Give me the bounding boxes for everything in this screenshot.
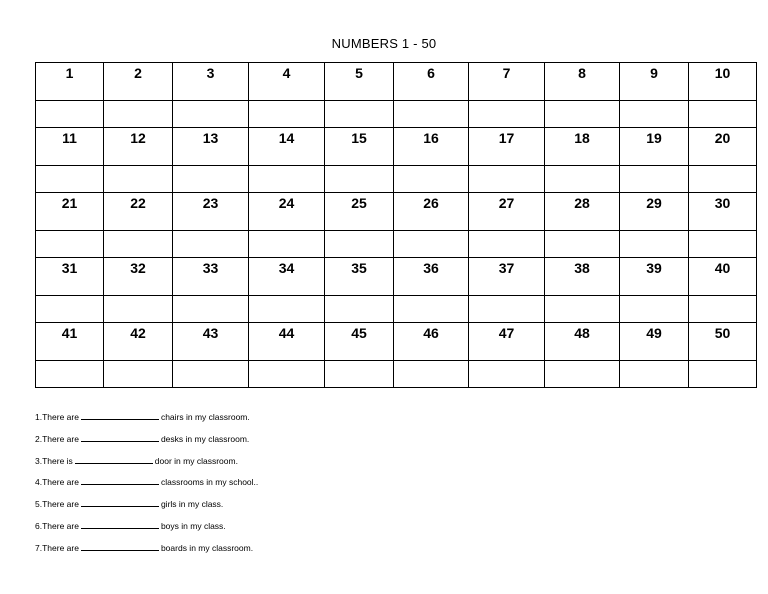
answer-cell[interactable] (104, 166, 173, 193)
number-cell: 25 (325, 193, 394, 231)
answer-row (36, 361, 757, 388)
sentence-end: boards in my classroom. (160, 542, 254, 553)
fill-in-blank[interactable] (75, 454, 153, 464)
sentence-list (35, 410, 258, 563)
number-cell: 47 (469, 323, 545, 361)
answer-cell[interactable] (545, 361, 620, 388)
number-cell: 16 (394, 128, 469, 166)
number-cell: 35 (325, 258, 394, 296)
fill-in-blank[interactable] (81, 519, 159, 529)
number-cell: 17 (469, 128, 545, 166)
answer-cell[interactable] (394, 361, 469, 388)
number-cell: 33 (173, 258, 249, 296)
answer-cell[interactable] (545, 231, 620, 258)
answer-cell[interactable] (545, 101, 620, 128)
answer-cell[interactable] (325, 166, 394, 193)
number-cell: 2 (104, 63, 173, 101)
number-cell: 50 (689, 323, 757, 361)
answer-cell[interactable] (394, 166, 469, 193)
answer-cell[interactable] (325, 296, 394, 323)
sentence-item (35, 497, 258, 519)
sentence-start: 6.There are (35, 520, 79, 531)
number-cell: 12 (104, 128, 173, 166)
fill-in-blank[interactable] (81, 541, 159, 551)
answer-cell[interactable] (249, 296, 325, 323)
sentence-end: desks in my classroom. (160, 433, 250, 444)
answer-cell[interactable] (249, 166, 325, 193)
sentence-item (35, 454, 258, 476)
number-cell: 7 (469, 63, 545, 101)
number-cell: 49 (620, 323, 689, 361)
sentence-item (35, 541, 258, 563)
answer-cell[interactable] (173, 231, 249, 258)
number-cell: 45 (325, 323, 394, 361)
answer-cell[interactable] (394, 231, 469, 258)
answer-cell[interactable] (394, 296, 469, 323)
sentence-item (35, 410, 258, 432)
answer-cell[interactable] (689, 231, 757, 258)
answer-cell[interactable] (104, 101, 173, 128)
number-cell: 26 (394, 193, 469, 231)
answer-cell[interactable] (689, 361, 757, 388)
number-cell: 37 (469, 258, 545, 296)
sentence-item (35, 475, 258, 497)
sentence-item (35, 432, 258, 454)
answer-cell[interactable] (545, 296, 620, 323)
number-cell: 43 (173, 323, 249, 361)
answer-cell[interactable] (689, 296, 757, 323)
answer-cell[interactable] (325, 231, 394, 258)
number-cell: 1 (36, 63, 104, 101)
number-cell: 9 (620, 63, 689, 101)
number-cell: 13 (173, 128, 249, 166)
answer-cell[interactable] (689, 101, 757, 128)
answer-cell[interactable] (249, 361, 325, 388)
number-cell: 14 (249, 128, 325, 166)
numbers-grid (35, 62, 757, 388)
fill-in-blank[interactable] (81, 432, 159, 442)
answer-cell[interactable] (249, 101, 325, 128)
answer-cell[interactable] (620, 231, 689, 258)
answer-cell[interactable] (620, 166, 689, 193)
answer-cell[interactable] (104, 231, 173, 258)
answer-cell[interactable] (469, 231, 545, 258)
number-cell: 36 (394, 258, 469, 296)
answer-cell[interactable] (173, 166, 249, 193)
answer-cell[interactable] (104, 296, 173, 323)
number-row (36, 258, 757, 296)
number-cell: 40 (689, 258, 757, 296)
answer-cell[interactable] (36, 296, 104, 323)
number-cell: 34 (249, 258, 325, 296)
answer-row (36, 296, 757, 323)
number-cell: 29 (620, 193, 689, 231)
page-title: NUMBERS 1 - 50 (331, 36, 437, 51)
answer-cell[interactable] (249, 231, 325, 258)
number-cell: 28 (545, 193, 620, 231)
number-cell: 23 (173, 193, 249, 231)
fill-in-blank[interactable] (81, 497, 159, 507)
number-row (36, 323, 757, 361)
sentence-item (35, 519, 258, 541)
number-cell: 30 (689, 193, 757, 231)
answer-cell[interactable] (36, 166, 104, 193)
number-cell: 44 (249, 323, 325, 361)
number-cell: 41 (36, 323, 104, 361)
number-cell: 39 (620, 258, 689, 296)
answer-cell[interactable] (36, 361, 104, 388)
sentence-end: door in my classroom. (154, 455, 238, 466)
answer-row (36, 166, 757, 193)
sentence-start: 5.There are (35, 499, 79, 510)
number-cell: 32 (104, 258, 173, 296)
answer-cell[interactable] (469, 361, 545, 388)
number-row (36, 193, 757, 231)
answer-cell[interactable] (36, 101, 104, 128)
number-cell: 6 (394, 63, 469, 101)
number-cell: 15 (325, 128, 394, 166)
sentence-start: 7.There are (35, 542, 79, 553)
answer-cell[interactable] (36, 231, 104, 258)
answer-cell[interactable] (620, 296, 689, 323)
sentence-start: 1.There are (35, 412, 79, 422)
answer-cell[interactable] (620, 361, 689, 388)
fill-in-blank[interactable] (81, 410, 159, 420)
sentence-end: girls in my class. (160, 499, 224, 510)
number-cell: 42 (104, 323, 173, 361)
sentence-start: 4.There are (35, 477, 79, 488)
number-cell: 11 (36, 128, 104, 166)
number-cell: 21 (36, 193, 104, 231)
number-cell: 38 (545, 258, 620, 296)
sentence-start: 3.There is (35, 455, 73, 466)
number-cell: 20 (689, 128, 757, 166)
answer-cell[interactable] (469, 296, 545, 323)
sentence-end: chairs in my classroom. (160, 412, 250, 422)
answer-cell[interactable] (545, 166, 620, 193)
number-cell: 22 (104, 193, 173, 231)
answer-cell[interactable] (469, 166, 545, 193)
number-row (36, 63, 757, 101)
number-cell: 31 (36, 258, 104, 296)
answer-cell[interactable] (325, 101, 394, 128)
number-cell: 18 (545, 128, 620, 166)
answer-cell[interactable] (173, 296, 249, 323)
number-row (36, 128, 757, 166)
answer-cell[interactable] (689, 166, 757, 193)
answer-cell[interactable] (469, 101, 545, 128)
number-cell: 48 (545, 323, 620, 361)
sentence-start: 2.There are (35, 433, 79, 444)
number-cell: 46 (394, 323, 469, 361)
answer-cell[interactable] (173, 361, 249, 388)
sentence-end: classrooms in my school.. (160, 477, 259, 488)
answer-row (36, 101, 757, 128)
answer-cell[interactable] (325, 361, 394, 388)
answer-cell[interactable] (620, 101, 689, 128)
number-cell: 8 (545, 63, 620, 101)
fill-in-blank[interactable] (81, 475, 159, 485)
number-cell: 27 (469, 193, 545, 231)
answer-cell[interactable] (173, 101, 249, 128)
number-cell: 3 (173, 63, 249, 101)
number-cell: 5 (325, 63, 394, 101)
answer-row (36, 231, 757, 258)
number-cell: 4 (249, 63, 325, 101)
answer-cell[interactable] (394, 101, 469, 128)
number-cell: 19 (620, 128, 689, 166)
sentence-end: boys in my class. (160, 520, 226, 531)
number-cell: 10 (689, 63, 757, 101)
number-cell: 24 (249, 193, 325, 231)
answer-cell[interactable] (104, 361, 173, 388)
